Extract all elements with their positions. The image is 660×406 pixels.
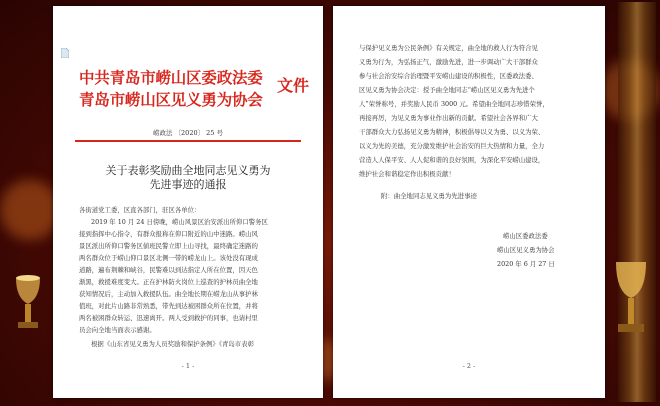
body-line: 营造人人保平安、人人促和谐的良好氛围，为深化平安崂山建设， xyxy=(359,156,545,164)
body-line: 2019 年 10 月 24 日傍晚，崂山风景区治安派出所仰口警务区 xyxy=(91,218,268,226)
body-line: 两名被困群众转运、迅速离开。两人受到救护的同事，也请村里 xyxy=(79,314,258,322)
body-line: 参与社会治安综合治理暨平安崂山建设的积极性，区委政法委、 xyxy=(359,72,538,80)
body-line: 两名群众位于崂山仰口景区北侧一带的崂龙山上。该处没有现成 xyxy=(79,254,258,262)
header-org-2: 青岛市崂山区见义勇为协会 xyxy=(79,92,263,109)
body-line: 值班，对此片山路非常熟悉，带先到达被困群众所在位置，并将 xyxy=(79,302,258,310)
header-org-1: 中共青岛市崂山区委政法委 xyxy=(79,70,263,87)
body-line: 人”荣誉称号，并奖励人民币 3000 元。希望曲全地同志珍惜荣誉， xyxy=(359,100,549,108)
attachment-note: 附：曲全地同志见义勇为先进事迹 xyxy=(381,192,477,200)
body-line: 渐黑，救援难度变大。正在护林防火岗位上巡查的护林员曲全地 xyxy=(79,278,258,286)
body-line: 干部群众大力弘扬见义勇为精神，积极倡导以义为勇、以义为荣、 xyxy=(359,128,545,136)
document-title-line-1: 关于表彰奖励曲全地同志见义勇为 xyxy=(105,164,271,177)
document-icon xyxy=(61,48,69,58)
body-line: 景区派出所仰口警务区値班民警立即上山寻找，最终确定迷路的 xyxy=(79,242,258,250)
body-line: 员会向全地当面表示感谢。 xyxy=(79,326,156,334)
signature-date: 2020 年 6 月 27 日 xyxy=(497,260,555,268)
body-line: 各街道党工委，区直各部门，驻区各单位： xyxy=(79,206,201,214)
body-line: 再接再厉，为见义勇为事业作出新的贡献。希望社会各界和广大 xyxy=(359,114,538,122)
body-line: 义勇为行为，为弘扬正气，激励先进，进一步调动广大干部群众 xyxy=(359,58,538,66)
header-document-word: 文件 xyxy=(277,78,310,95)
document-page-1 xyxy=(53,6,323,398)
page-number: - 2 - xyxy=(462,362,476,370)
body-line: 区见义勇为协会决定：授予曲全地同志“崂山区见义勇为先进个 xyxy=(359,86,535,94)
body-line: 获知情况后，主动加入救援队伍。曲全地长期在崂龙山从事护林 xyxy=(79,290,258,298)
body-line: 接到指挥中心指令，有群众报称在仰口附近的山中迷路。崂山风 xyxy=(79,230,258,238)
body-line: 以义为先的美德，充分激发维护社会治安的巨大热情和力量，全力 xyxy=(359,142,545,150)
background-glow xyxy=(0,180,60,240)
red-header xyxy=(75,56,311,114)
body-line: 维护社会和谐稳定作出积极贡献！ xyxy=(359,170,455,178)
body-line: 与保护见义勇为公民条例》有关规定，曲全地的救人行为符合见 xyxy=(359,44,538,52)
signature-org-2: 崂山区见义勇为协会 xyxy=(497,246,555,254)
body-line: 道路，遍布荆棘和峡谷，民警难以到达指定人所在位置，因天色 xyxy=(79,266,258,274)
document-page-2 xyxy=(333,6,605,398)
document-number: 崂政法 〔2020〕 25 号 xyxy=(152,129,223,137)
trophy-icon xyxy=(8,258,48,348)
document-title-line-2: 先进事迹的通报 xyxy=(149,178,227,191)
red-divider xyxy=(75,140,301,142)
trophy-icon xyxy=(606,232,656,352)
signature-org-1: 崂山区委政法委 xyxy=(503,232,548,240)
page-number: - 1 - xyxy=(181,362,195,370)
body-line: 根据《山东省见义勇为人员奖励和保护条例》《青岛市表彰 xyxy=(91,340,254,348)
